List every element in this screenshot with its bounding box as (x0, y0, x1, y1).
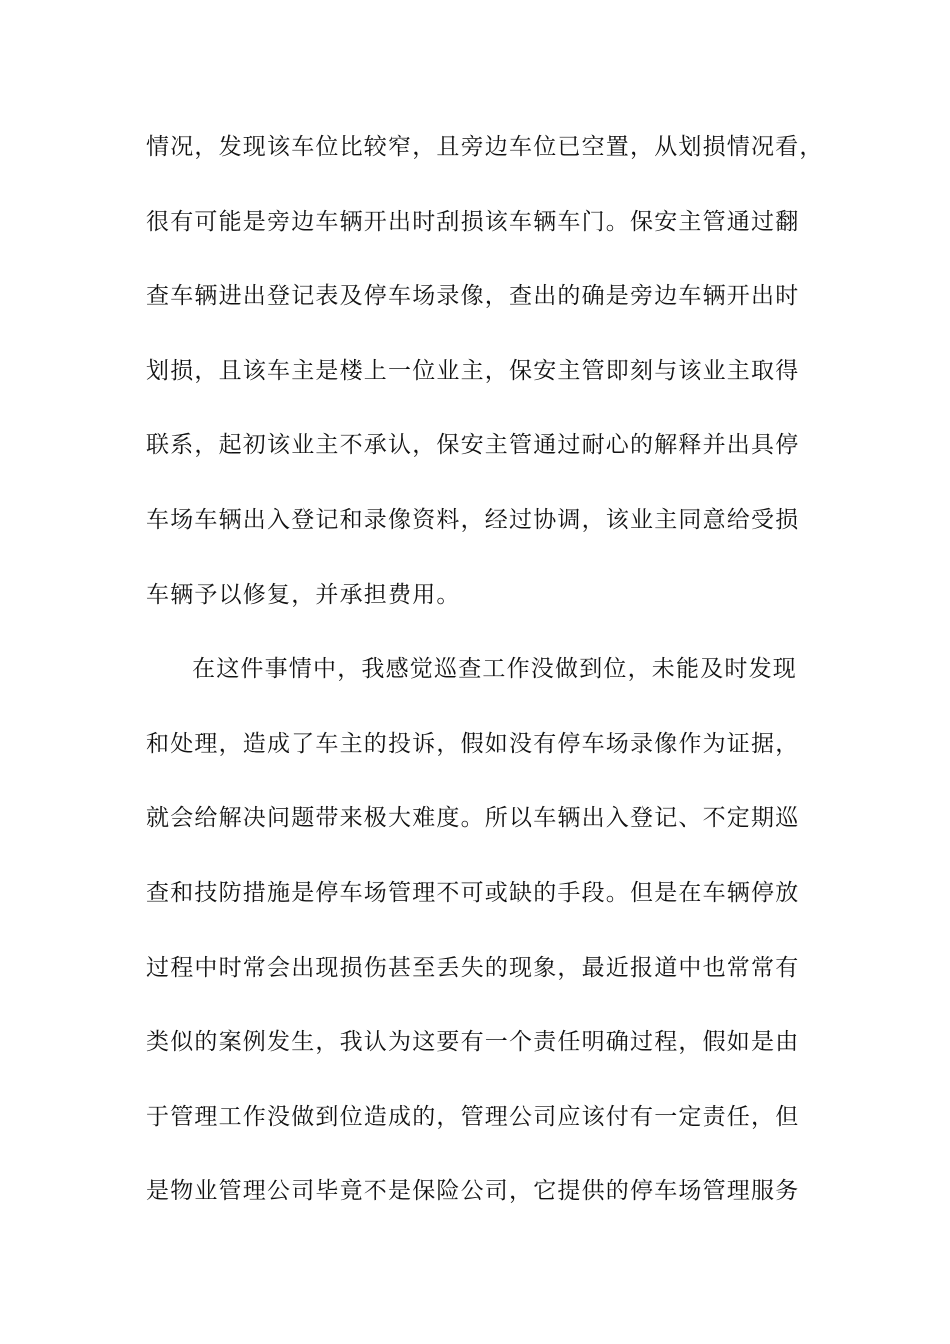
text-line-10: 就会给解决问题带来极大难度。所以车辆出入登记、不定期巡 (146, 805, 800, 832)
text-line-8: 在这件事情中，我感觉巡查工作没做到位，未能及时发现 (192, 656, 797, 683)
text-line-15: 是物业管理公司毕竟不是保险公司，它提供的停车场管理服务 (146, 1178, 800, 1205)
document-body (146, 127, 826, 1246)
text-line-6: 车场车辆出入登记和录像资料，经过协调，该业主同意给受损 (146, 506, 800, 533)
text-line-9: 和处理，造成了车主的投诉，假如没有停车场录像作为证据， (146, 730, 800, 757)
text-line-3: 查车辆进出登记表及停车场录像，查出的确是旁边车辆开出时 (146, 283, 800, 310)
text-line-12: 过程中时常会出现损伤甚至丢失的现象，最近报道中也常常有 (146, 954, 800, 981)
text-line-11: 查和技防措施是停车场管理不可或缺的手段。但是在车辆停放 (146, 879, 800, 906)
text-line-13: 类似的案例发生，我认为这要有一个责任明确过程，假如是由 (146, 1029, 800, 1056)
text-line-5: 联系，起初该业主不承认，保安主管通过耐心的解释并出具停 (146, 432, 800, 459)
text-line-1: 情况，发现该车位比较窄，且旁边车位已空置，从划损情况看， (146, 134, 824, 160)
text-line-4: 划损，且该车主是楼上一位业主，保安主管即刻与该业主取得 (146, 357, 800, 384)
text-line-14: 于管理工作没做到位造成的，管理公司应该付有一定责任，但 (146, 1103, 800, 1130)
text-line-7: 车辆予以修复，并承担费用。 (146, 581, 461, 608)
text-line-2: 很有可能是旁边车辆开出时刮损该车辆车门。保安主管通过翻 (146, 208, 800, 235)
